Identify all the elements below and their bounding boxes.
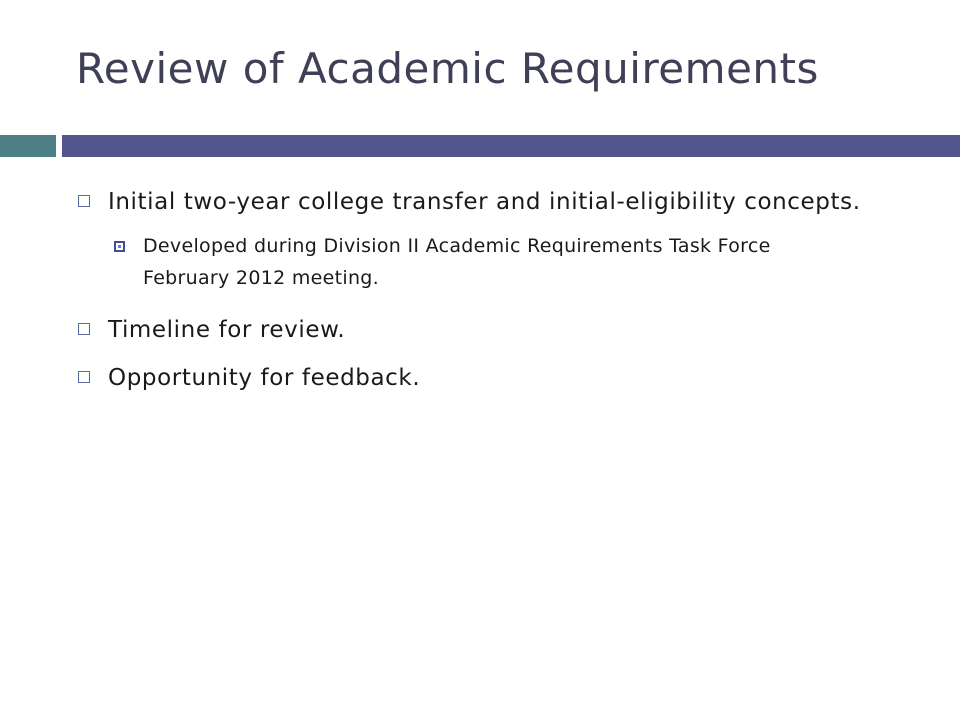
- sub-bullet-text: Developed during Division II Academic Requirements Task Force February 2012 meeting.: [143, 235, 771, 289]
- bullet-item: [76, 310, 896, 350]
- bullet-text: Opportunity for feedback.: [108, 365, 421, 391]
- bullet-item: [76, 182, 896, 222]
- hollow-square-bullet-icon: [78, 371, 90, 383]
- bullet-item: [76, 358, 896, 398]
- accent-bar-right: [62, 135, 960, 157]
- bullet-text: Timeline for review.: [108, 317, 346, 343]
- sub-bullet-item: [112, 230, 863, 294]
- bullet-list: [76, 182, 896, 406]
- accent-bar-left: [0, 135, 56, 157]
- hollow-square-bullet-icon: [78, 323, 90, 335]
- hollow-square-bullet-icon: [78, 195, 90, 207]
- slide-title: Review of Academic Requirements: [76, 44, 819, 93]
- bullet-text: Initial two-year college transfer and initial-eligibility concepts.: [108, 189, 861, 215]
- filled-square-bullet-icon: [114, 241, 125, 252]
